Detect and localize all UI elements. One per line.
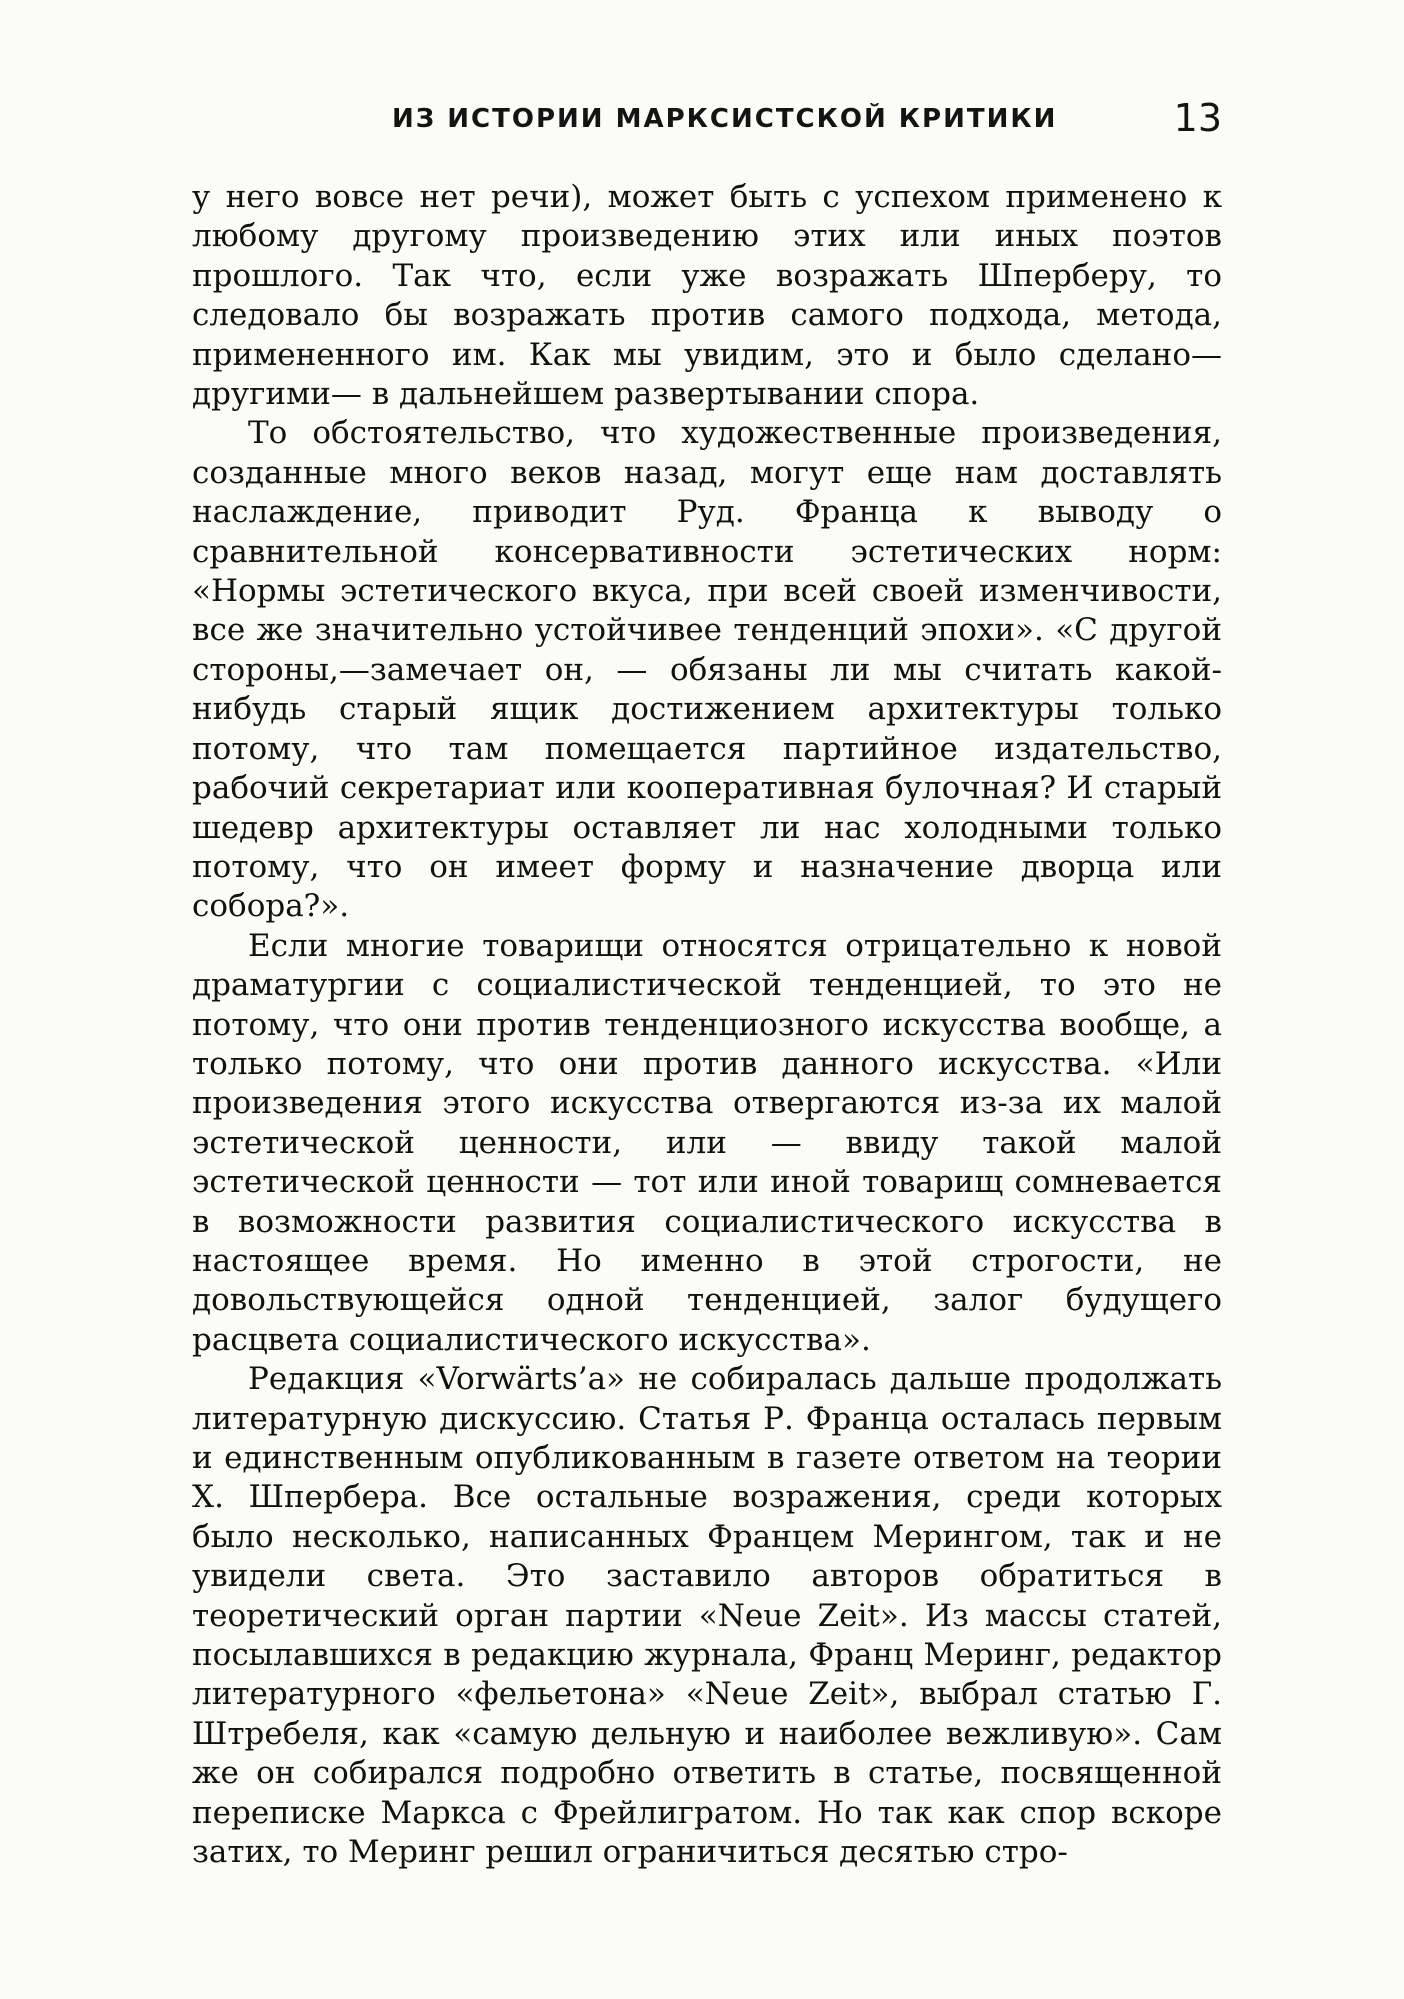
running-title: ИЗ ИСТОРИИ МАРКСИСТСКОЙ КРИТИКИ — [392, 104, 1058, 134]
paragraph: Если многие товарищи относятся отрицательно к новой драматургии с социалистической тенденцией, то это не потому, что они против тенденциозного искусства вообще, а только потому, что они против данного искусства. «Или произведения этого искусства отвергаются из-за их малой эстетической ценности, или — ввиду такой малой эстетической ценности — тот или иной товарищ сомневается в возможности развития социалистического искусства в настоящее время. Но именно в этой строгости, не довольствующейся одной тенденцией, залог будущего расцвета социалистического искусства». — [192, 927, 1222, 1358]
running-header — [192, 96, 1222, 144]
paragraph: Редакция «Vorwärts’a» не собиралась дальше продолжать литературную дискуссию. Статья Р. Франца осталась первым и единственным опубликованным в газете ответом на теории X. Шпербера. Все остальные возражения, среди которых было несколько, написанных Францем Мерингом, так и не увидели света. Это заставило авторов обратиться в теоретический орган партии «Neue Zeit». Из массы статей, посылавшихся в редакцию журнала, Франц Меринг, редактор литературного «фельетона» «Neue Zeit», выбрал статью Г. Штребеля, как «самую дельную и наиболее вежливую». Сам же он собирался подробно ответить в статье, посвященной переписке Маркса с Фрейлигратом. Но так как спор вскоре затих, то Меринг решил ограничиться десятью стро- — [192, 1361, 1222, 1871]
paragraph-continuation: у него вовсе нет речи), может быть с успехом применено к любому другому произведению этих или иных поэтов прошлого. Так что, если уже возражать Шперберу, то следовало бы возражать против самого подхода, метода, примененного им. Как мы увидим, это и было сделано—другими— в дальнейшем развертывании спора. — [192, 179, 1222, 413]
page-number: 13 — [1173, 96, 1222, 140]
paragraph: То обстоятельство, что художественные произведения, созданные много веков назад, могут еще нам доставлять наслаждение, приводит Руд. Франца к выводу о сравнительной консервативности эстетических норм: «Нормы эстетического вкуса, при всей своей изменчивости, все же значительно устойчивее тенденций эпохи». «С другой стороны,—замечает он, — обязаны ли мы считать какой-нибудь старый ящик достижением архитектуры только потому, что там помещается партийное издательство, рабочий секретариат или кооперативная булочная? И старый шедевр архитектуры оставляет ли нас холодными только потому, что он имеет форму и назначение дворца или собора?». — [192, 415, 1222, 925]
body-text — [192, 178, 1222, 1872]
